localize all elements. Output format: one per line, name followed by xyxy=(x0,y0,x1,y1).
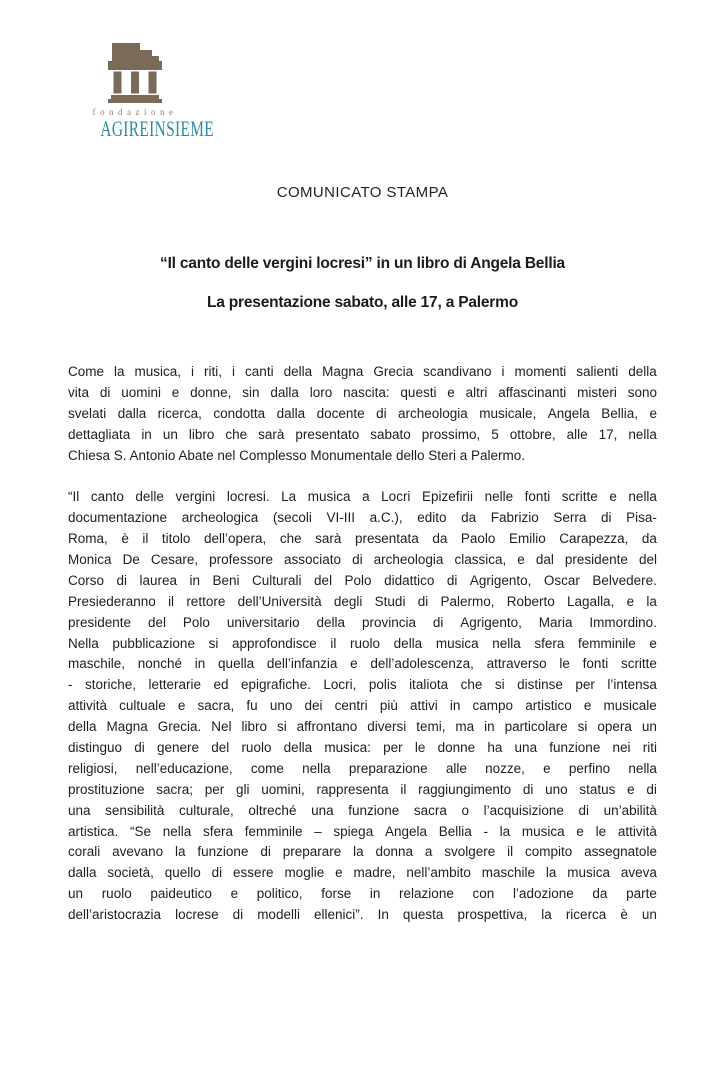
text-line: maschile, nonché in quella dell’infanzia e dell’adolescenza, attraverso le fonti scritte xyxy=(68,656,657,672)
body-paragraph-2 xyxy=(68,487,657,926)
text-line: artistica. “Se nella sfera femminile – spiega Angela Bellia - la musica e le attività xyxy=(68,823,657,839)
subheadline: La presentazione sabato, alle 17, a Palermo xyxy=(206,294,518,311)
justified-lines xyxy=(68,362,657,446)
logo-subtitle: fondazione xyxy=(92,107,178,117)
text-line: Roma, è il titolo dell’opera, che sarà presentata da Paolo Emilio Carapezza, da xyxy=(68,531,657,547)
text-line: - storiche, letterarie ed epigrafiche. Locri, polis italiota che si distinse per l’intensa xyxy=(68,677,657,693)
text-line: dalla società, quello di essere moglie e madre, nell’ambito maschile la musica aveva xyxy=(68,865,657,881)
body-text xyxy=(68,362,657,926)
text-line: documentazione archeologica (secoli VI-III a.C.), edito da Fabrizio Serra di Pisa- xyxy=(68,510,657,526)
text-line: dell’aristocrazia locrese di modelli ellenici”. In questa prospettiva, la ricerca è un xyxy=(68,907,657,923)
text-line: Chiesa S. Antonio Abate nel Complesso Monumentale dello Steri a Palermo. xyxy=(68,447,526,463)
text-line: Come la musica, i riti, i canti della Magna Grecia scandivano i momenti salienti della xyxy=(68,364,657,379)
text-line: una sensibilità culturale, oltreché una funzione sacra o l’acquisizione di un’abilità xyxy=(68,802,657,818)
text-line: presidente del Polo universitario della provincia di Agrigento, Maria Immordino. xyxy=(68,614,657,630)
body-paragraph-1 xyxy=(68,362,657,466)
text-line: religiosi, nell’educazione, come nella preparazione alle nozze, e perfino nella xyxy=(68,760,657,776)
greek-temple-columns-icon xyxy=(76,43,194,103)
text-line: dettagliata in un libro che sarà presentato sabato prossimo, 5 ottobre, alle 17, nella xyxy=(68,426,657,442)
text-line: vita di uomini e donne, sin dalla loro nascita: questi e altri affascinanti misteri sono xyxy=(68,384,657,400)
text-line: Corso di laurea in Beni Culturali del Polo didattico di Agrigento, Oscar Belvedere. xyxy=(68,572,657,588)
text-line: corali avevano la funzione di preparare la donna a svolgere il compito assegnatole xyxy=(68,844,657,860)
foundation-logo xyxy=(76,43,215,141)
justified-lines xyxy=(68,487,657,926)
text-line: un ruolo paideutico e politico, forse in relazione con l’adozione da parte xyxy=(68,886,657,902)
press-release-page xyxy=(0,43,725,1067)
text-line: “Il canto delle vergini locresi. La musica a Locri Epizefirii nelle fonti scritte e nella xyxy=(68,489,657,505)
text-line: attività cultuale e sacra, fu uno dei centri più attivi in campo artistico e musicale xyxy=(68,698,657,714)
text-line: Monica De Cesare, professore associato di archeologia classica, e dal presidente del xyxy=(68,552,657,568)
text-line: prostituzione sacra; per gli uomini, rappresenta il raggiungimento di uno status e di xyxy=(68,781,657,797)
logo-wordmark: AGIREINSIEME xyxy=(100,116,215,141)
text-line: della Magna Grecia. Nel libro si affrontano diversi temi, ma in particolare si opera un xyxy=(68,719,657,735)
text-line: Nella pubblicazione si approfondisce il ruolo della musica nella sfera femminile e xyxy=(68,635,657,651)
press-release-kicker: COMUNICATO STAMPA xyxy=(276,184,449,201)
text-line: distinguo di genere del ruolo della musica: per le donne ha una funzione nei riti xyxy=(68,740,657,756)
headline: “Il canto delle vergini locresi” in un libro di Angela Bellia xyxy=(160,255,565,272)
text-line: Presiederanno il rettore dell’Università degli Studi di Palermo, Roberto Lagalla, e la xyxy=(68,593,657,609)
text-line: svelati dalla ricerca, condotta dalla docente di archeologia musicale, Angela Bellia, e xyxy=(68,405,657,421)
